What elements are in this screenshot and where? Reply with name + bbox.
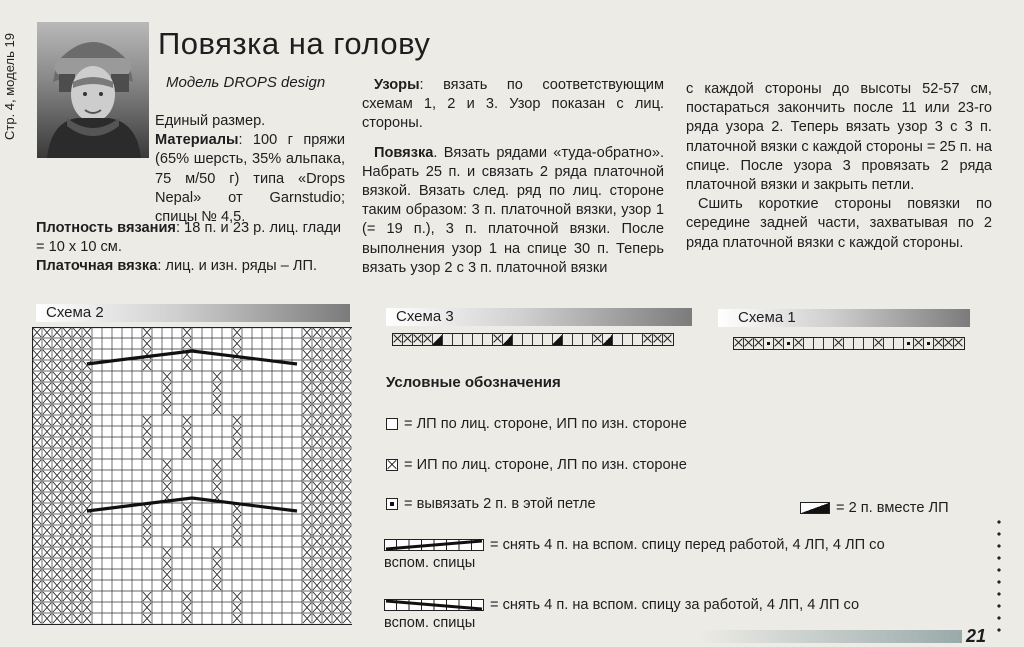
purl-symbol-icon — [386, 459, 398, 471]
chart-cell — [423, 334, 433, 345]
chart-cell — [954, 338, 964, 349]
legend-purl — [386, 457, 687, 473]
chart-cell — [513, 334, 523, 345]
chart-cell — [874, 338, 884, 349]
legend-decrease — [800, 500, 949, 516]
chart-cell — [834, 338, 844, 349]
legend-title: Условные обозначения — [386, 374, 561, 391]
chart-cell — [854, 338, 864, 349]
chart-cell — [934, 338, 944, 349]
chart-cell — [663, 334, 673, 345]
density-section — [36, 219, 341, 277]
materials-section — [155, 112, 345, 227]
chart-cell — [403, 334, 413, 345]
density-text: : 18 п. и 23 р. лиц. глади = 10 х 10 см. — [36, 220, 341, 256]
chart-cell — [864, 338, 874, 349]
knit-symbol-icon — [386, 418, 398, 430]
chart-cell — [463, 334, 473, 345]
cable-front-symbol-icon — [384, 599, 484, 611]
size-text: Единый размер. — [155, 113, 266, 129]
model-photo — [37, 22, 149, 158]
chart-cell — [744, 338, 754, 349]
chart-cell — [824, 338, 834, 349]
chart-cell — [653, 334, 663, 345]
chart-cell — [563, 334, 573, 345]
band-text: . Вязать рядами «туда-обратно». Набрать 25 п. и связать 2 ряда платочной вязкой. Вязать след. ряд по лиц. стороне таким образом: 3 п. платочной вязки, узор 1 (= 19 п.), 3 п. платочной вязки. После выполнения узор 1 на спице 30 п. Теперь вязать узор 2 с 3 п. платочной вязки — [362, 144, 664, 276]
chart-cell — [473, 334, 483, 345]
patterns-label: Узоры — [374, 77, 420, 93]
chart-cell — [433, 334, 443, 345]
chart-cell — [523, 334, 533, 345]
chart-cell — [904, 338, 914, 349]
density-label: Плотность вязания — [36, 220, 176, 236]
chart-cell — [764, 338, 774, 349]
chart-cell — [894, 338, 904, 349]
footer-bar — [700, 630, 962, 643]
chart-cell — [603, 334, 613, 345]
legend-cable-back — [384, 537, 885, 571]
chart-cell — [784, 338, 794, 349]
legend-bobble — [386, 496, 596, 512]
page-title: Повязка на голову — [158, 26, 431, 61]
legend-bobble-text: = вывязать 2 п. в этой петле — [404, 496, 596, 512]
page-model-reference: Стр. 4, модель 19 — [2, 33, 17, 140]
continued-text: с каждой стороны до высоты 52-57 см, постараться закончить после 11 или 23-го ряда узора 2. Теперь вязать узор 3 с 3 п. платочной вязки с каждой стороны = 25 п. на спице. После узора 3 провязать 2 ряда платочной вязки и закрыть петли. — [686, 81, 992, 194]
scheme-2-header: Схема 2 — [36, 304, 350, 322]
chart-cell — [643, 334, 653, 345]
legend-cable-front-text: = снять 4 п. на вспом. спицу за работой, 4 ЛП, 4 ЛП со — [490, 597, 860, 613]
chart-cell — [613, 334, 623, 345]
legend-cable-back-text-2: вспом. спицы — [384, 555, 476, 571]
chart-cell — [443, 334, 453, 345]
chart-cell — [814, 338, 824, 349]
chart-cell — [483, 334, 493, 345]
legend-cable-back-text: = снять 4 п. на вспом. спицу перед работой, 4 ЛП, 4 ЛП со — [490, 537, 885, 553]
chart-cell — [493, 334, 503, 345]
chart-cell — [413, 334, 423, 345]
chart-cell — [754, 338, 764, 349]
garter-label: Платочная вязка — [36, 258, 158, 275]
chart-cell — [503, 334, 513, 345]
band-label: Повязка — [374, 144, 434, 161]
chart-cell — [804, 338, 814, 349]
chart-cell — [884, 338, 894, 349]
legend-cable-front — [384, 597, 859, 631]
chart-cell — [573, 334, 583, 345]
cable-back-symbol-icon — [384, 539, 484, 551]
legend-purl-text: = ИП по лиц. стороне, ЛП по изн. стороне — [404, 457, 687, 473]
chart-cell — [944, 338, 954, 349]
model-credit: Модель DROPS design — [166, 74, 326, 91]
garter-text: : лиц. и изн. ряды – ЛП. — [157, 258, 317, 275]
chart-cell — [453, 334, 463, 345]
chart-cell — [393, 334, 403, 345]
chart-cell — [583, 334, 593, 345]
instructions-column — [362, 76, 664, 278]
chart-cell — [924, 338, 934, 349]
legend-knit-text: = ЛП по лиц. стороне, ИП по изн. стороне — [404, 416, 687, 432]
chart-cell — [844, 338, 854, 349]
chart-cell — [593, 334, 603, 345]
page-number: 21 — [966, 626, 987, 646]
chart-cell — [734, 338, 744, 349]
materials-text: : 100 г пряжи (65% шерсть, 35% альпака, 75 м/50 г) типа «Drops Nepal» от Garnstudio; спицы № 4,5. — [155, 132, 345, 226]
scheme-2-chart — [32, 327, 352, 625]
decrease-symbol-icon — [800, 502, 830, 514]
sewing-text: Сшить короткие стороны повязки по середине задней части, захватывая по 2 ряда платочной вязки с каждой стороны. — [686, 196, 992, 251]
scheme-3-chart — [392, 333, 674, 346]
scheme-1-chart — [733, 337, 965, 350]
chart-cell — [774, 338, 784, 349]
woman-headband-illustration — [37, 22, 149, 158]
chart-cell — [633, 334, 643, 345]
chart-cell — [794, 338, 804, 349]
chart-cell — [914, 338, 924, 349]
legend-cable-front-text-2: вспом. спицы — [384, 615, 476, 631]
chart-cell — [543, 334, 553, 345]
chart-cell — [623, 334, 633, 345]
scheme-1-header: Схема 1 — [718, 309, 970, 327]
patterns-text: : вязать по соответствующим схемам 1, 2 и 3. Узор показан с лиц. стороны. — [362, 77, 664, 132]
decorative-dots — [995, 516, 1003, 640]
instructions-continued — [686, 80, 992, 253]
scheme-3-header: Схема 3 — [386, 308, 692, 326]
chart-cell — [553, 334, 563, 345]
materials-label: Материалы — [155, 132, 239, 149]
chart-cell — [533, 334, 543, 345]
legend-decrease-text: = 2 п. вместе ЛП — [836, 500, 949, 516]
legend-knit — [386, 416, 687, 432]
bobble-symbol-icon — [386, 498, 398, 510]
